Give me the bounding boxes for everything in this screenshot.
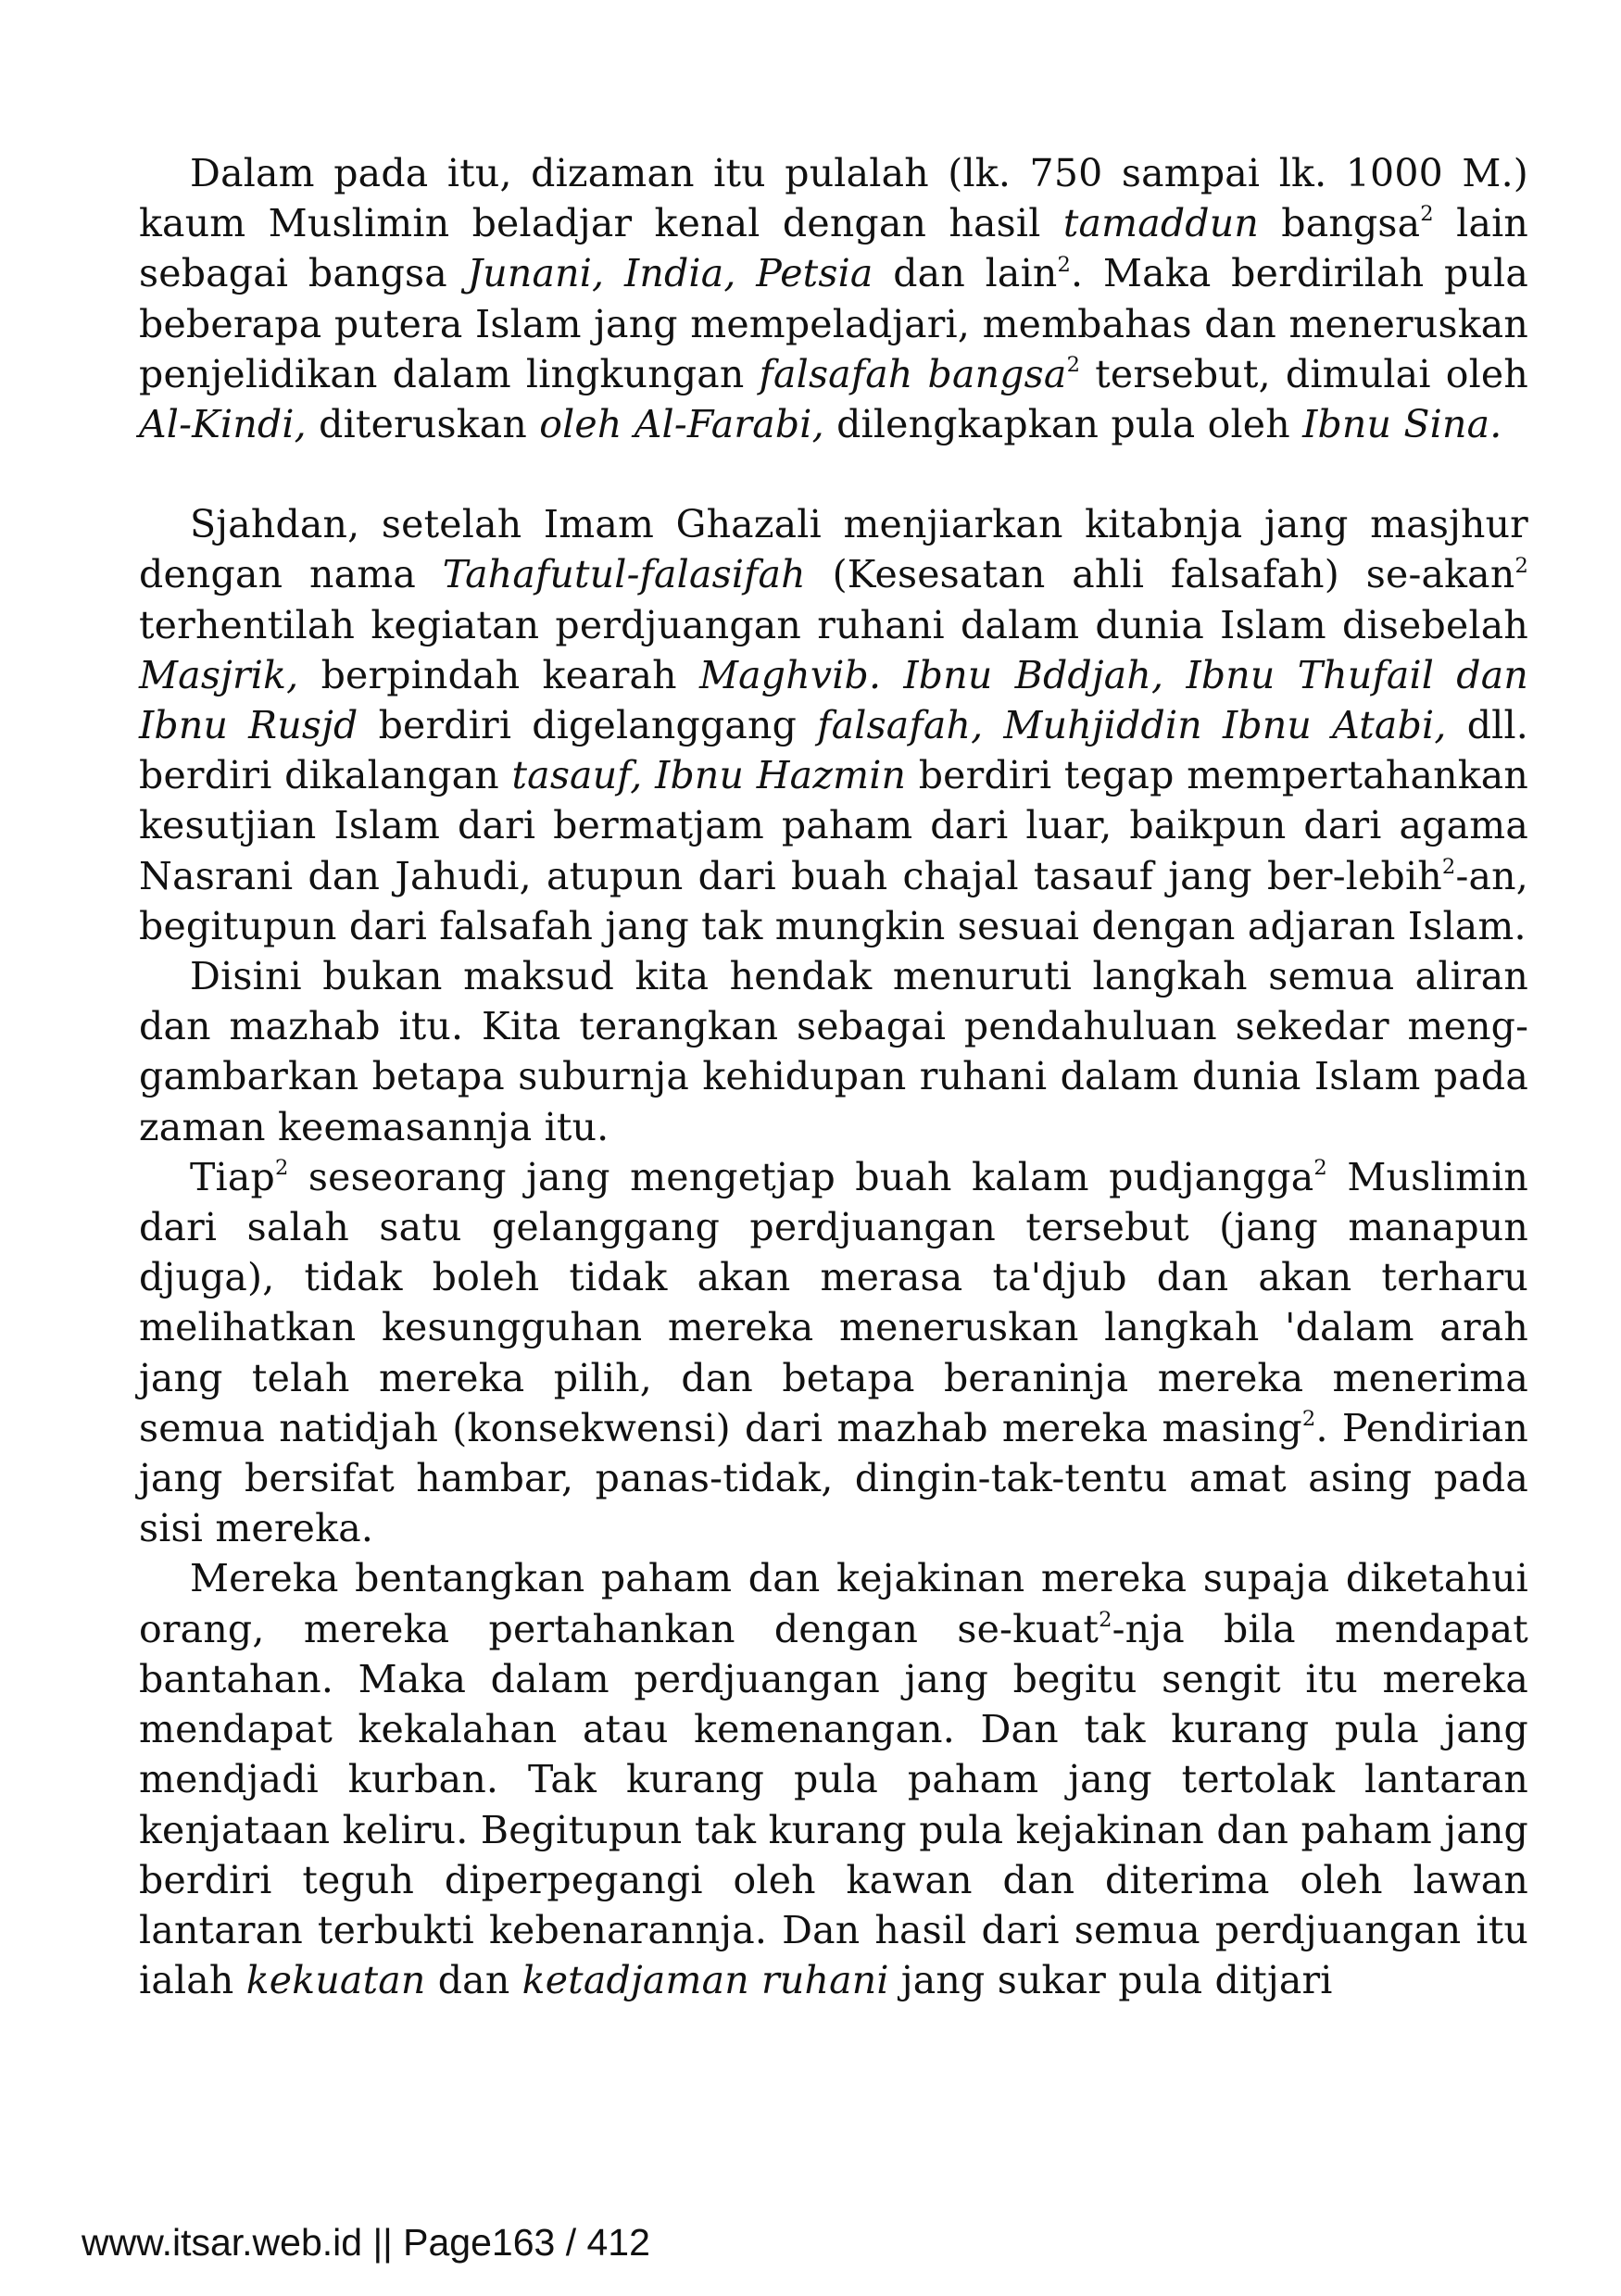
- text-run: Muslimin dari salah satu gelanggang perdjuangan tersebut (jang manapun djuga), tidak boleh tidak akan merasa ta'djub dan akan terharu melihatkan kesungguhan mereka meneruskan langkah 'dalam arah jang telah mereka pilih, dan betapa beraninja mereka menerima semua natidjah (konsekwensi) dari mazhab mereka masing: [139, 1154, 1528, 1450]
- document-body: [139, 148, 1528, 2005]
- text-run: (Kesesatan ahli falsafah) se-akan: [805, 552, 1515, 597]
- text-run: bangsa: [1258, 201, 1421, 246]
- reduplication-mark: 2: [274, 1155, 289, 1180]
- reduplication-mark: 2: [1057, 252, 1072, 277]
- italic-term: Junani, India, Petsia: [467, 251, 873, 296]
- italic-term: Maghvib. Ibnu Bddjah, Ibnu Thufail dan Ibnu Rusjd: [139, 652, 1528, 748]
- text-run: berdiri digelanggang: [358, 703, 818, 748]
- italic-term: tasauf, Ibnu Hazmin: [511, 753, 907, 798]
- text-run: . Maka berdirilah pula beberapa putera Islam jang mempeladjari, membahas dan meneruskan penjelidikan dalam lingkungan: [139, 251, 1529, 396]
- italic-term: Al-Kindi,: [139, 402, 307, 447]
- italic-term: falsafah, Muhjiddin Ibnu Atabi,: [817, 703, 1447, 748]
- reduplication-mark: 2: [1313, 1155, 1327, 1180]
- paragraph-2: [139, 499, 1528, 951]
- text-run: terhentilah kegiatan perdjuangan ruhani dalam dunia Islam disebelah: [139, 602, 1528, 647]
- reduplication-mark: 2: [1099, 1607, 1112, 1632]
- text-run: dilengkapkan pula oleh: [823, 402, 1303, 447]
- text-run: Sjahdan, setelah Imam Ghazali menjiarkan kitabnja jang masjhur dengan nama: [139, 502, 1528, 597]
- reduplication-mark: 2: [1514, 553, 1528, 578]
- paragraph-5: [139, 1553, 1528, 2005]
- text-run: berpindah kearah: [298, 652, 699, 697]
- reduplication-mark: 2: [1066, 352, 1081, 377]
- italic-term: Tahafutul-falasifah: [442, 552, 806, 597]
- text-run: lain sebagai bangsa: [139, 201, 1529, 296]
- text-run: Tiap: [190, 1154, 275, 1199]
- text-run: Mereka bentangkan paham dan kejakinan mereka supaja diketahui orang, mereka pertahankan dengan se-kuat: [139, 1556, 1528, 1651]
- paragraph-1: [139, 148, 1528, 449]
- text-run: dan lain: [873, 251, 1058, 296]
- paragraph-4: [139, 1152, 1528, 1554]
- italic-term: Masjrik,: [139, 652, 299, 697]
- italic-term: oleh Al-Farabi,: [539, 402, 824, 447]
- italic-term: kekuatan: [245, 1958, 426, 2003]
- text-run: tersebut, dimulai oleh: [1080, 351, 1528, 396]
- text-run: berdiri tegap mempertahankan kesutjian Islam dari bermatjam paham dari luar, baikpun dari agama Nasrani dan Jahudi, atupun dari buah chajal tasauf jang ber-lebih: [139, 753, 1528, 898]
- text-run: -nja bila mendapat bantahan. Maka dalam perdjuangan jang begitu sengit itu mereka mendapat kekalahan atau kemenangan. Dan tak kurang pula jang mendjadi kurban. Tak kurang pula paham jang tertolak lantaran kenjataan keliru. Begitupun tak kurang pula kejakinan dan paham jang berdiri teguh diperpegangi oleh kawan dan diterima oleh lawan lantaran terbukti kebenarannja. Dan hasil dari semua perdjuangan itu ialah: [139, 1606, 1528, 2003]
- text-run: Disini bukan maksud kita hendak menuruti langkah semua aliran dan mazhab itu. Kita terangkan sebagai pendahuluan sekedar menggambarkan betapa suburnja kehidupan ruhani dalam dunia Islam pada zaman keemasannja itu.: [139, 954, 1528, 1149]
- italic-term: falsafah bangsa: [759, 351, 1067, 396]
- reduplication-mark: 2: [1301, 1406, 1316, 1431]
- text-run: . Pendirian jang bersifat hambar, panas-tidak, dingin-tak-tentu amat asing pada sisi mereka.: [139, 1405, 1528, 1551]
- reduplication-mark: 2: [1441, 854, 1456, 879]
- italic-term: tamaddun: [1062, 201, 1259, 246]
- reduplication-mark: 2: [1420, 202, 1434, 227]
- text-run: seseorang jang mengetjap buah kalam pudjangga: [288, 1154, 1314, 1199]
- text-run: -an, begitupun dari falsafah jang tak mungkin sesuai dengan adjaran Islam.: [139, 853, 1528, 948]
- italic-term: Ibnu Sina.: [1302, 402, 1502, 447]
- paragraph-3: [139, 951, 1528, 1152]
- page-footer: www.itsar.web.id || Page163 / 412: [82, 2221, 650, 2264]
- text-run: Dalam pada itu, dizaman itu pulalah (lk. 750 sampai lk. 1000 M.) kaum Muslimin beladjar kenal dengan hasil: [139, 151, 1528, 246]
- text-run: jang sukar pula ditjari: [888, 1958, 1333, 2003]
- text-run: dll. berdiri dikalangan: [139, 703, 1529, 798]
- text-run: dan: [425, 1958, 522, 2003]
- italic-term: ketadjaman ruhani: [521, 1958, 889, 2003]
- text-run: diteruskan: [306, 402, 540, 447]
